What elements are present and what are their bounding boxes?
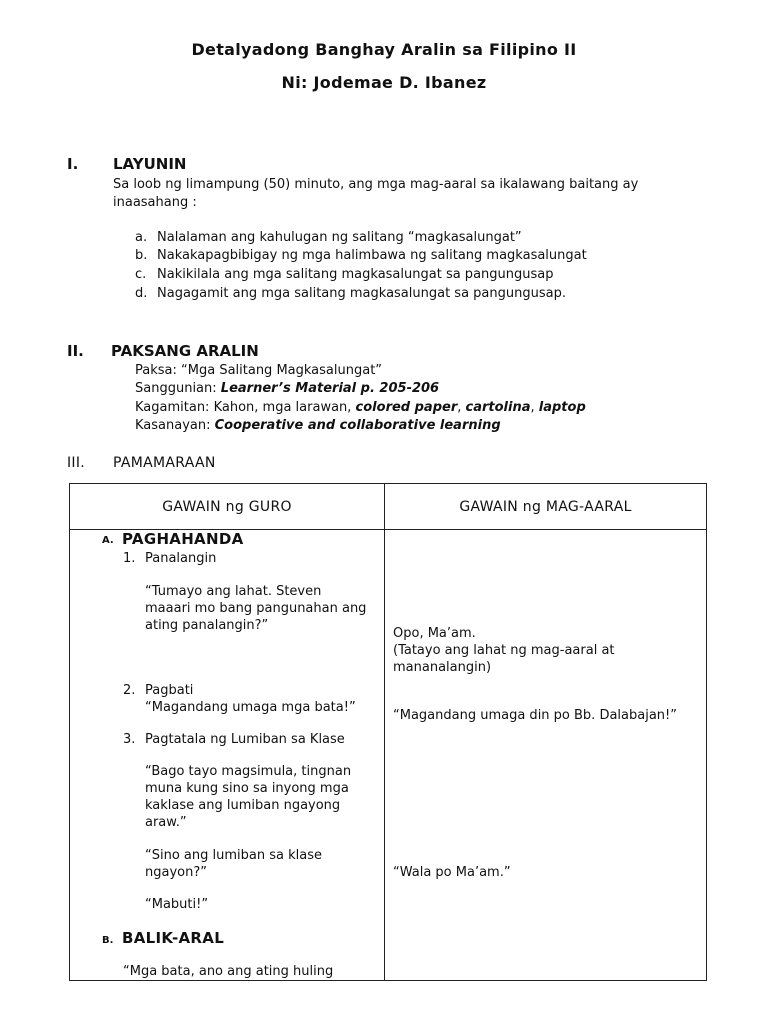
part-b-title: BALIK-ARAL [122,929,225,947]
section1-numeral: I. [67,155,79,173]
item1-line: maaari mo bang pangunahan ang [145,601,367,616]
part-a-letter: A. [102,535,114,546]
section1-intro-line2: inaasahang : [113,195,197,210]
item3-label: Pagtatala ng Lumiban sa Klase [145,732,345,747]
item2-label: Pagbati [145,683,194,698]
item3-line: kaklase ang lumiban ngayong [145,798,341,813]
sanggunian-line [135,380,439,397]
section3-heading: PAMAMARAAN [113,455,216,471]
section2-numeral: II. [67,342,84,360]
item1-line: ating panalangin?” [145,618,269,633]
document-author: Ni: Jodemae D. Ibanez [281,73,487,92]
objective-text: Nakakapagbibigay ng mga halimbawa ng salitang magkasalungat [157,248,587,263]
objective-text: Nakikilala ang mga salitang magkasalungat sa pangungusap [157,267,554,282]
kagamitan-item: laptop [538,400,586,415]
part-b-letter: B. [102,935,114,946]
kagamitan-item: colored paper [355,400,458,415]
kagamitan-label: Kagamitan: [135,400,214,415]
kagamitan-line [135,399,586,416]
sanggunian-label: Sanggunian: [135,381,221,396]
document-title: Detalyadong Banghay Aralin sa Filipino II [191,40,577,59]
table-row [70,530,707,981]
teacher-column-header: GAWAIN ng GURO [70,484,385,530]
item3-line: muna kung sino sa inyong mga [145,781,349,796]
student-column-header: GAWAIN ng MAG-AARAL [385,484,707,530]
table-header-row [70,484,707,530]
student-response-line: mananalangin) [393,660,492,675]
student-response-line: “Magandang umaga din po Bb. Dalabajan!” [393,708,677,723]
paksa-value: “Mga Salitang Magkasalungat” [181,363,383,378]
item1-label: Panalangin [145,551,217,566]
item3-line: “Bago tayo magsimula, tingnan [145,764,352,779]
procedure-table [69,483,707,981]
student-response-line: “Wala po Ma’am.” [393,865,511,880]
kasanayan-line [135,417,501,434]
item2-number: 2. [123,683,136,698]
section2-heading: PAKSANG ARALIN [111,342,259,360]
objective-text: Nagagamit ang mga salitang magkasalungat sa pangungusap. [157,286,566,301]
item3-line: “Sino ang lumiban sa klase [145,848,322,863]
student-response-line: (Tatayo ang lahat ng mag-aaral at [393,643,615,658]
item2-line: “Magandang umaga mga bata!” [145,700,356,715]
paksa-label: Paksa: [135,363,182,378]
objective-letter: c. [135,267,147,282]
part-a-title: PAGHAHANDA [122,530,244,548]
objective-letter: a. [135,230,148,245]
kasanayan-label: Kasanayan: [135,418,215,433]
student-response-line: Opo, Ma’am. [393,626,476,641]
paksa-line [135,362,382,379]
student-activities-cell [385,530,707,981]
part-b-line: “Mga bata, ano ang ating huling [123,964,334,979]
item1-line: “Tumayo ang lahat. Steven [145,584,322,599]
kasanayan-value: Cooperative and collaborative learning [214,418,501,433]
objective-letter: b. [135,248,148,263]
item3-line: ngayon?” [145,865,207,880]
kagamitan-plain: Kahon, mga larawan, [213,400,356,415]
item3-line: “Mabuti!” [145,897,209,912]
section1-intro-line1: Sa loob ng limampung (50) minuto, ang mga mag-aaral sa ikalawang baitang ay [113,177,639,192]
kagamitan-separator: , [457,400,466,415]
kagamitan-item: cartolina [465,400,531,415]
teacher-activities-cell [70,530,385,981]
kagamitan-separator: , [530,400,539,415]
item1-number: 1. [123,551,136,566]
objective-text: Nalalaman ang kahulugan ng salitang “magkasalungat” [157,230,522,245]
section3-numeral: III. [67,455,86,471]
item3-number: 3. [123,732,136,747]
sanggunian-value: Learner’s Material p. 205-206 [220,381,440,396]
section1-heading: LAYUNIN [113,155,187,173]
objective-letter: d. [135,286,148,301]
item3-line: araw.” [145,815,187,830]
